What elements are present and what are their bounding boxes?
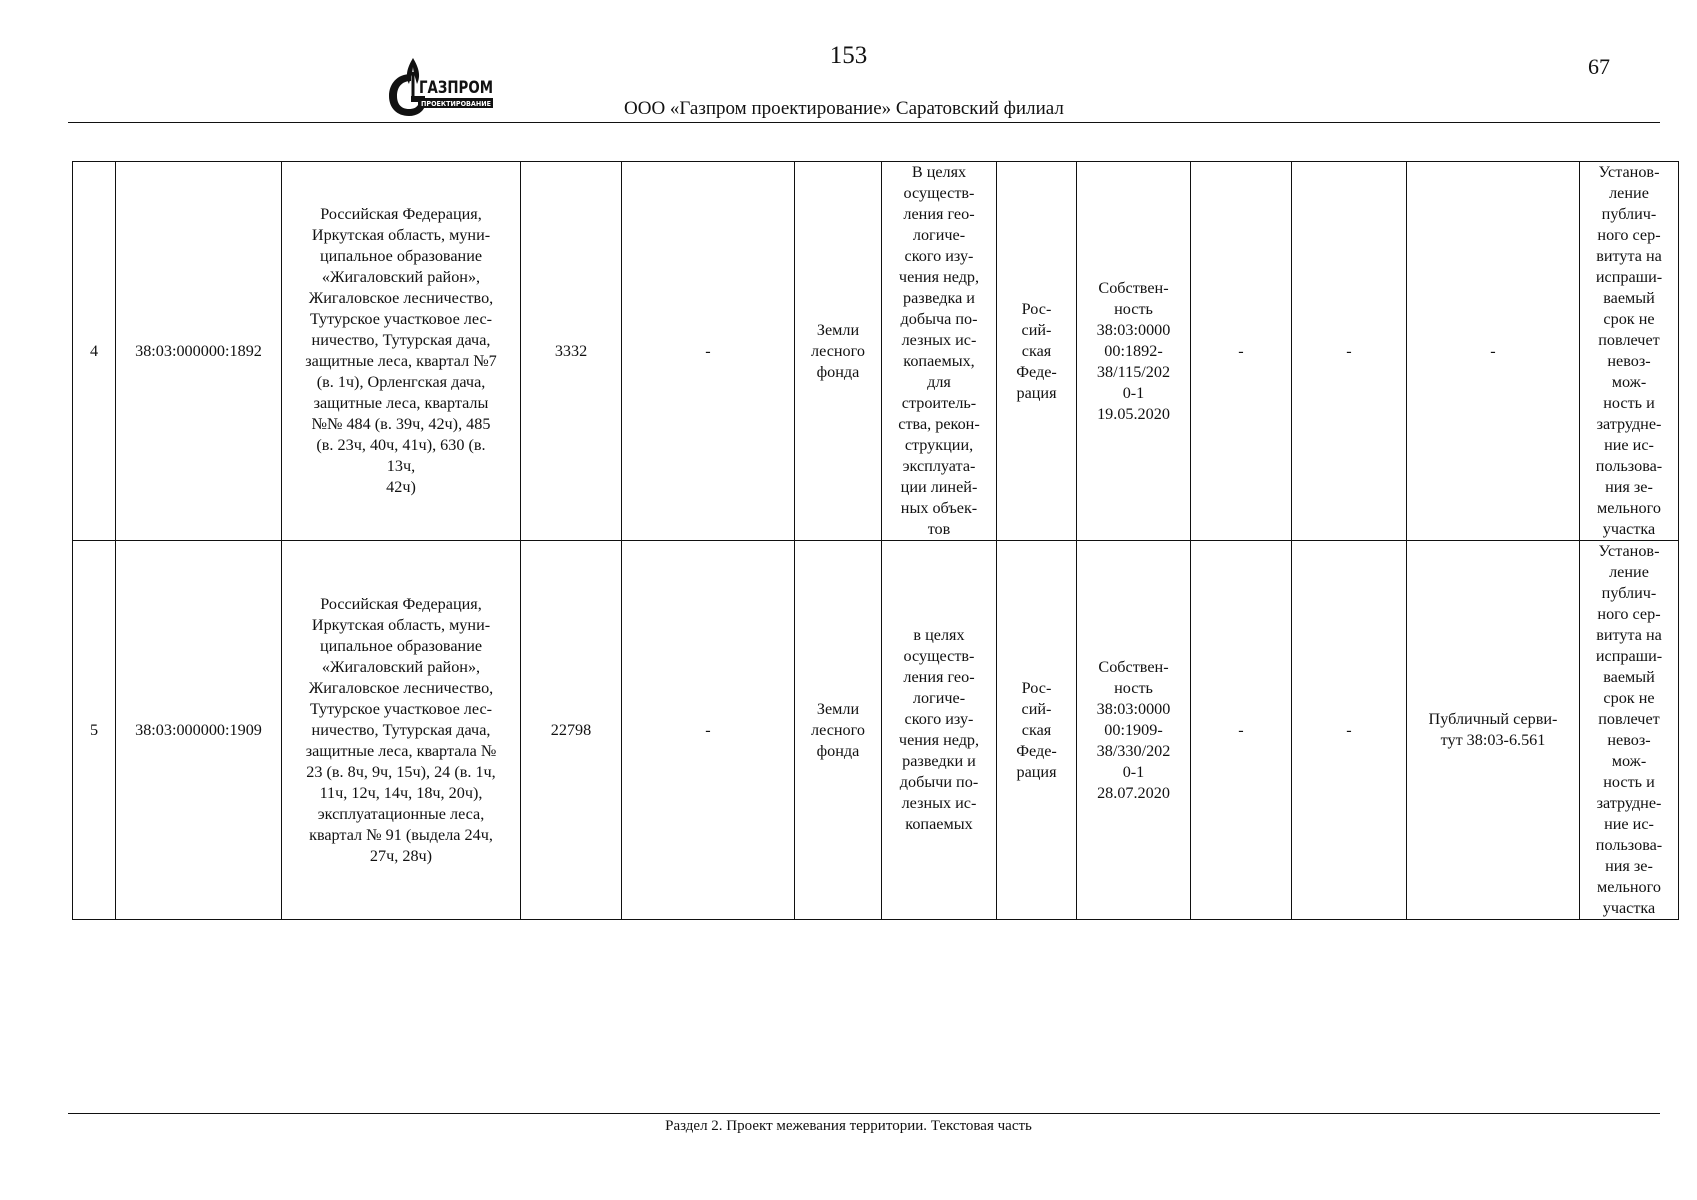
cell-text-line: ципальное образование	[319, 636, 483, 655]
cell-text-line: 0-1	[1122, 762, 1145, 781]
cell-text-line: ская	[1021, 720, 1052, 739]
cell-text-line: мож-	[1611, 373, 1647, 391]
header-divider	[68, 122, 1660, 123]
cell-text-line: 42ч)	[386, 478, 416, 496]
land-category-cell	[795, 162, 882, 541]
cell-text-line: Земли	[816, 320, 860, 339]
cell-text-line: пользова-	[1595, 457, 1663, 475]
easement-cell	[1407, 541, 1580, 920]
cell-text-line: Жигаловское лесничество,	[308, 678, 494, 697]
cell-text-line: Установ-	[1598, 163, 1660, 181]
row-index-cell	[73, 541, 116, 920]
empty-value-cell	[622, 541, 795, 920]
cell-text-line: чения недр,	[898, 268, 980, 286]
cell-text-line: строитель-	[901, 394, 977, 412]
cell-text-line: Феде-	[1016, 362, 1057, 381]
cell-text: 4	[89, 341, 99, 360]
cell-text-line: защитные леса, кварталы	[313, 394, 489, 412]
cell-text-line: ность и	[1603, 394, 1655, 412]
cell-text-line: В целях	[911, 163, 967, 181]
parcel-table	[72, 161, 1679, 920]
cell-text-line: ность и	[1603, 773, 1655, 791]
permitted-use-cell	[882, 162, 997, 541]
cell-text-line: витута на	[1596, 626, 1662, 644]
cell-text: 38:03:000000:1892	[135, 341, 262, 360]
cell-text: 3332	[554, 341, 588, 360]
cell-text-line: ние ис-	[1604, 815, 1654, 833]
footer-divider	[68, 1113, 1660, 1114]
cell-text-line: лезных ис-	[901, 794, 977, 812]
cell-text-line: «Жигаловский район»,	[321, 268, 481, 286]
empty-value-cell	[1191, 162, 1292, 541]
cell-text-line: испраши-	[1595, 268, 1663, 286]
cell-text-line: тов	[927, 520, 951, 538]
cell-text-line: ление	[1609, 563, 1649, 581]
cadastral-number-cell	[116, 162, 282, 541]
cell-text-line: Собствен-	[1098, 278, 1169, 297]
cell-text-line: сий-	[1021, 320, 1052, 339]
cell-text-line: мож-	[1611, 752, 1647, 770]
table-body	[73, 162, 1679, 920]
cell-text-line: защитные леса, квартала №	[305, 741, 497, 760]
cadastral-number-cell	[116, 541, 282, 920]
cell-text-line: лесного	[811, 341, 865, 360]
cell-text-line: повлечет	[1598, 710, 1660, 728]
cell-text-line: ского изу-	[904, 247, 974, 265]
cell-text-line: Установ-	[1598, 542, 1660, 560]
cell-text-line: ваемый	[1603, 668, 1655, 686]
cell-text-line: невоз-	[1607, 352, 1651, 370]
page-number-right: 67	[1588, 54, 1610, 79]
cell-text-line: (в. 1ч), Орленгская дача,	[316, 373, 486, 391]
cell-text-line: струкции,	[904, 436, 974, 454]
cell-text-line: тут 38:03-6.561	[1440, 731, 1546, 749]
footer-section-title: Раздел 2. Проект межевания территории. Текстовая часть	[665, 1118, 1032, 1134]
cell-text-line: Тутурское участковое лес-	[309, 310, 493, 328]
cell-text-line: разведка и	[903, 289, 975, 307]
cell-text-line: ваемый	[1603, 289, 1655, 307]
cell-text-line: логиче-	[912, 226, 966, 244]
empty-value-cell	[622, 162, 795, 541]
cell-text-line: квартал № 91 (выдела 24ч,	[309, 825, 493, 844]
cell-text-line: ления гео-	[903, 205, 975, 223]
cell-text-line: сий-	[1021, 699, 1052, 718]
cell-text-line: повлечет	[1598, 331, 1660, 349]
empty-value-cell	[1292, 541, 1407, 920]
cell-text-line: эксплуата-	[902, 457, 976, 475]
cell-text-line: участка	[1602, 520, 1656, 538]
cell-text-line: ции линей-	[900, 478, 978, 496]
cell-text-line: ская	[1021, 341, 1052, 360]
cell-text-line: мельного	[1597, 499, 1661, 517]
justification-cell	[1580, 162, 1679, 541]
cell-text-line: Иркутская область, муни-	[311, 615, 491, 634]
location-cell	[282, 162, 521, 541]
cell-text-line: копаемых,	[903, 352, 975, 370]
cell-text-line: мельного	[1597, 878, 1661, 896]
easement-cell	[1407, 162, 1580, 541]
cell-text-line: ного сер-	[1597, 605, 1661, 623]
cell-text-line: ние ис-	[1604, 436, 1654, 454]
cell-text-line: фонда	[816, 362, 860, 381]
cell-text-line: испраши-	[1595, 647, 1663, 665]
cell-text-line: Иркутская область, муни-	[311, 226, 491, 244]
cell-text-line: Собствен-	[1098, 657, 1169, 676]
cell-text: 5	[89, 720, 99, 739]
cell-text-line: Жигаловское лесничество,	[308, 289, 494, 307]
cell-text-line: Публичный серви-	[1428, 710, 1558, 728]
cell-text-line: 19.05.2020	[1097, 404, 1170, 423]
cell-text-line: ность	[1114, 678, 1153, 697]
cell-text: 38:03:000000:1909	[135, 720, 262, 739]
area-cell	[521, 541, 622, 920]
owner-cell	[997, 541, 1077, 920]
cell-text: -	[1346, 720, 1352, 739]
gazprom-logo	[385, 56, 497, 120]
cell-text-line: -	[1490, 341, 1496, 360]
cell-text-line: ния зе-	[1605, 857, 1653, 875]
cell-text-line: добыча по-	[900, 310, 978, 328]
cell-text-line: ления гео-	[903, 668, 975, 686]
cell-text-line: ность	[1114, 299, 1153, 318]
row-index-cell	[73, 162, 116, 541]
cell-text-line: 00:1892-	[1104, 341, 1163, 360]
cell-text-line: Земли	[816, 699, 860, 718]
cell-text-line: Тутурское участковое лес-	[309, 699, 493, 718]
cell-text-line: ния зе-	[1605, 478, 1653, 496]
cell-text-line: рация	[1016, 762, 1057, 781]
cell-text-line: участка	[1602, 899, 1656, 917]
cell-text-line: ского изу-	[904, 710, 974, 728]
cell-text-line: публич-	[1601, 205, 1657, 223]
cell-text-line: ных объек-	[900, 499, 978, 517]
organization-name: ООО «Газпром проектирование» Саратовский филиал	[624, 98, 1064, 119]
cell-text-line: защитные леса, квартал №7	[305, 352, 497, 370]
cell-text-line: 38/330/202	[1096, 741, 1171, 760]
cell-text: 22798	[550, 720, 592, 739]
cell-text-line: пользова-	[1595, 836, 1663, 854]
cell-text-line: 23 (в. 8ч, 9ч, 15ч), 24 (в. 1ч,	[306, 762, 496, 781]
cell-text-line: Рос-	[1021, 678, 1052, 697]
page-number-center: 153	[829, 42, 868, 69]
cell-text-line: Рос-	[1021, 299, 1052, 318]
cell-text-line: Феде-	[1016, 741, 1057, 760]
cell-text-line: осуществ-	[903, 647, 975, 665]
cell-text-line: затрудне-	[1596, 794, 1662, 812]
cell-text-line: ства, рекон-	[898, 415, 980, 433]
location-cell	[282, 541, 521, 920]
cell-text-line: лесного	[811, 720, 865, 739]
cell-text-line: ление	[1609, 184, 1649, 202]
owner-cell	[997, 162, 1077, 541]
cell-text: -	[705, 341, 711, 360]
cell-text-line: Российская Федерация,	[320, 594, 482, 613]
cell-text-line: 13ч,	[386, 457, 416, 475]
cell-text-line: лезных ис-	[901, 331, 977, 349]
area-cell	[521, 162, 622, 541]
cell-text-line: 28.07.2020	[1097, 783, 1170, 802]
cell-text: -	[1238, 720, 1244, 739]
cell-text: -	[1238, 341, 1244, 360]
empty-value-cell	[1191, 541, 1292, 920]
cell-text-line: осуществ-	[903, 184, 975, 202]
cell-text-line: 00:1909-	[1104, 720, 1163, 739]
cell-text-line: ничество, Тутурская дача,	[311, 720, 491, 739]
empty-value-cell	[1292, 162, 1407, 541]
land-category-cell	[795, 541, 882, 920]
permitted-use-cell	[882, 541, 997, 920]
table-row	[73, 541, 1679, 920]
cell-text-line: копаемых	[905, 815, 973, 833]
cell-text-line: ципальное образование	[319, 247, 483, 265]
cell-text-line: ного сер-	[1597, 226, 1661, 244]
cell-text-line: Российская Федерация,	[320, 205, 482, 223]
cell-text-line: фонда	[816, 741, 860, 760]
cell-text-line: 27ч, 28ч)	[369, 846, 433, 865]
cell-text-line: (в. 23ч, 40ч, 41ч), 630 (в.	[316, 436, 486, 454]
cell-text-line: добычи по-	[899, 773, 979, 791]
cell-text-line: №№ 484 (в. 39ч, 42ч), 485	[311, 415, 491, 433]
justification-cell	[1580, 541, 1679, 920]
cell-text-line: чения недр,	[898, 731, 980, 749]
cell-text-line: рация	[1016, 383, 1057, 402]
cell-text-line: разведки и	[902, 752, 976, 770]
cell-text-line: «Жигаловский район»,	[321, 657, 481, 676]
cell-text-line: для	[927, 373, 951, 391]
cell-text-line: 0-1	[1122, 383, 1145, 402]
cell-text-line: невоз-	[1607, 731, 1651, 749]
cell-text-line: 11ч, 12ч, 14ч, 18ч, 20ч),	[319, 783, 483, 802]
table-row	[73, 162, 1679, 541]
cell-text-line: в целях	[913, 626, 965, 644]
cell-text-line: ничество, Тутурская дача,	[311, 331, 491, 349]
cell-text-line: затрудне-	[1596, 415, 1662, 433]
cell-text-line: 38:03:0000	[1096, 699, 1171, 718]
cell-text: -	[1346, 341, 1352, 360]
cell-text-line: срок не	[1603, 310, 1655, 328]
right-registration-cell	[1077, 162, 1191, 541]
svg-text:ГАЗПРОМ: ГАЗПРОМ	[419, 78, 493, 98]
cell-text-line: эксплуатационные леса,	[317, 804, 485, 823]
cell-text-line: 38:03:0000	[1096, 320, 1171, 339]
cell-text-line: витута на	[1596, 247, 1662, 265]
cell-text-line: срок не	[1603, 689, 1655, 707]
right-registration-cell	[1077, 541, 1191, 920]
cell-text-line: логиче-	[912, 689, 966, 707]
svg-text:ПРОЕКТИРОВАНИЕ: ПРОЕКТИРОВАНИЕ	[421, 100, 492, 108]
cell-text-line: 38/115/202	[1096, 362, 1171, 381]
cell-text: -	[705, 720, 711, 739]
cell-text-line: публич-	[1601, 584, 1657, 602]
